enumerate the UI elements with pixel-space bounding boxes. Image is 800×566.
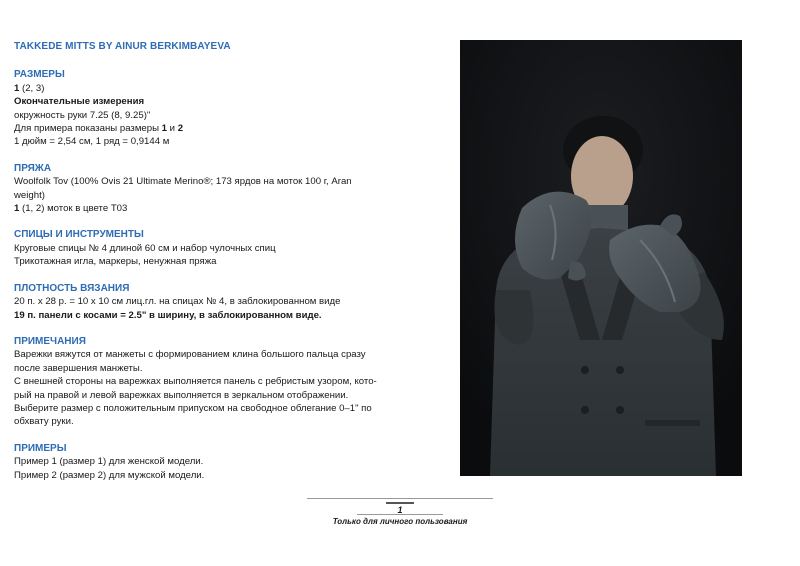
sizes-shown-and: и	[167, 123, 178, 135]
gauge-heading: ПЛОТНОСТЬ ВЯЗАНИЯ	[14, 282, 130, 294]
yarn-section	[14, 162, 394, 216]
unit-conversion: 1 дюйм = 2,54 см, 1 ряд = 0,9144 м	[14, 136, 170, 148]
size-main: 1	[14, 82, 20, 94]
yarn-line-2: weight)	[14, 189, 45, 201]
tools-heading: СПИЦЫ И ИНСТРУМЕНТЫ	[14, 229, 144, 241]
footer-rule-accent	[386, 502, 414, 504]
hand-circumference: окружность руки 7.25 (8, 9.25)"	[14, 109, 151, 121]
footer-rule-top	[307, 498, 493, 499]
yarn-amount-main: 1	[14, 203, 20, 215]
gauge-line-2: 19 п. панели с косами = 2.5" в ширину, в заблокированном виде.	[14, 309, 322, 321]
yarn-heading: ПРЯЖА	[14, 162, 52, 174]
notes-heading: ПРИМЕЧАНИЯ	[14, 335, 86, 347]
personal-use-note: Только для личного пользования	[332, 517, 468, 526]
notes-section	[14, 335, 394, 429]
size-rest: (2, 3)	[19, 82, 45, 94]
sizes-shown-a: 1	[161, 123, 168, 135]
sizes-shown	[14, 122, 394, 135]
pattern-title: TAKKEDE MITTS BY AINUR BERKIMBAYEVA	[14, 41, 231, 52]
notes-line-3: С внешней стороны на варежках выполняется панель с ребристым узором, кото-	[14, 376, 377, 388]
yarn-line-1: Woolfolk Tov (100% Ovis 21 Ultimate Merino®; 173 ярдов на моток 100 г, Aran	[14, 176, 352, 188]
yarn-amount-rest: (1, 2) моток в цвете T03	[19, 203, 128, 215]
final-measurements-label: Окончательные измерения	[14, 96, 145, 108]
sizes-heading: РАЗМЕРЫ	[14, 69, 65, 81]
notes-line-2: после завершения манжеты.	[14, 362, 143, 374]
tools-section	[14, 228, 394, 268]
sizes-line	[14, 82, 394, 95]
notes-line-1: Варежки вяжутся от манжеты с формированием клина большого пальца сразу	[14, 349, 366, 361]
model-photo	[460, 40, 742, 476]
notes-line-5: Выберите размер с положительным припуском на свободное облегание 0–1" по	[14, 402, 372, 414]
tools-line-2: Трикотажная игла, маркеры, ненужная пряжа	[14, 256, 217, 268]
notes-line-6: обхвату руки.	[14, 416, 74, 428]
examples-line-2: Пример 2 (размер 2) для мужской модели.	[14, 469, 205, 481]
examples-line-1: Пример 1 (размер 1) для женской модели.	[14, 456, 204, 468]
yarn-amount	[14, 202, 394, 215]
sizes-shown-b: 2	[177, 123, 184, 135]
gauge-line-1: 20 п. х 28 р. = 10 х 10 см лиц.гл. на спицах № 4, в заблокированном виде	[14, 296, 341, 308]
sizes-section	[14, 68, 394, 148]
page-number: 1	[397, 505, 403, 515]
notes-line-4: рый на правой и левой варежках выполняется в зеркальном отображении.	[14, 389, 349, 401]
pattern-text-column	[14, 40, 394, 495]
examples-section	[14, 442, 394, 482]
footer-rule-mid	[357, 514, 443, 515]
sizes-shown-prefix: Для примера показаны размеры	[14, 123, 162, 135]
examples-heading: ПРИМЕРЫ	[14, 442, 67, 454]
model-photo-illustration	[460, 40, 742, 476]
tools-line-1: Круговые спицы № 4 длиной 60 см и набор чулочных спиц	[14, 242, 276, 254]
gauge-section	[14, 282, 394, 322]
